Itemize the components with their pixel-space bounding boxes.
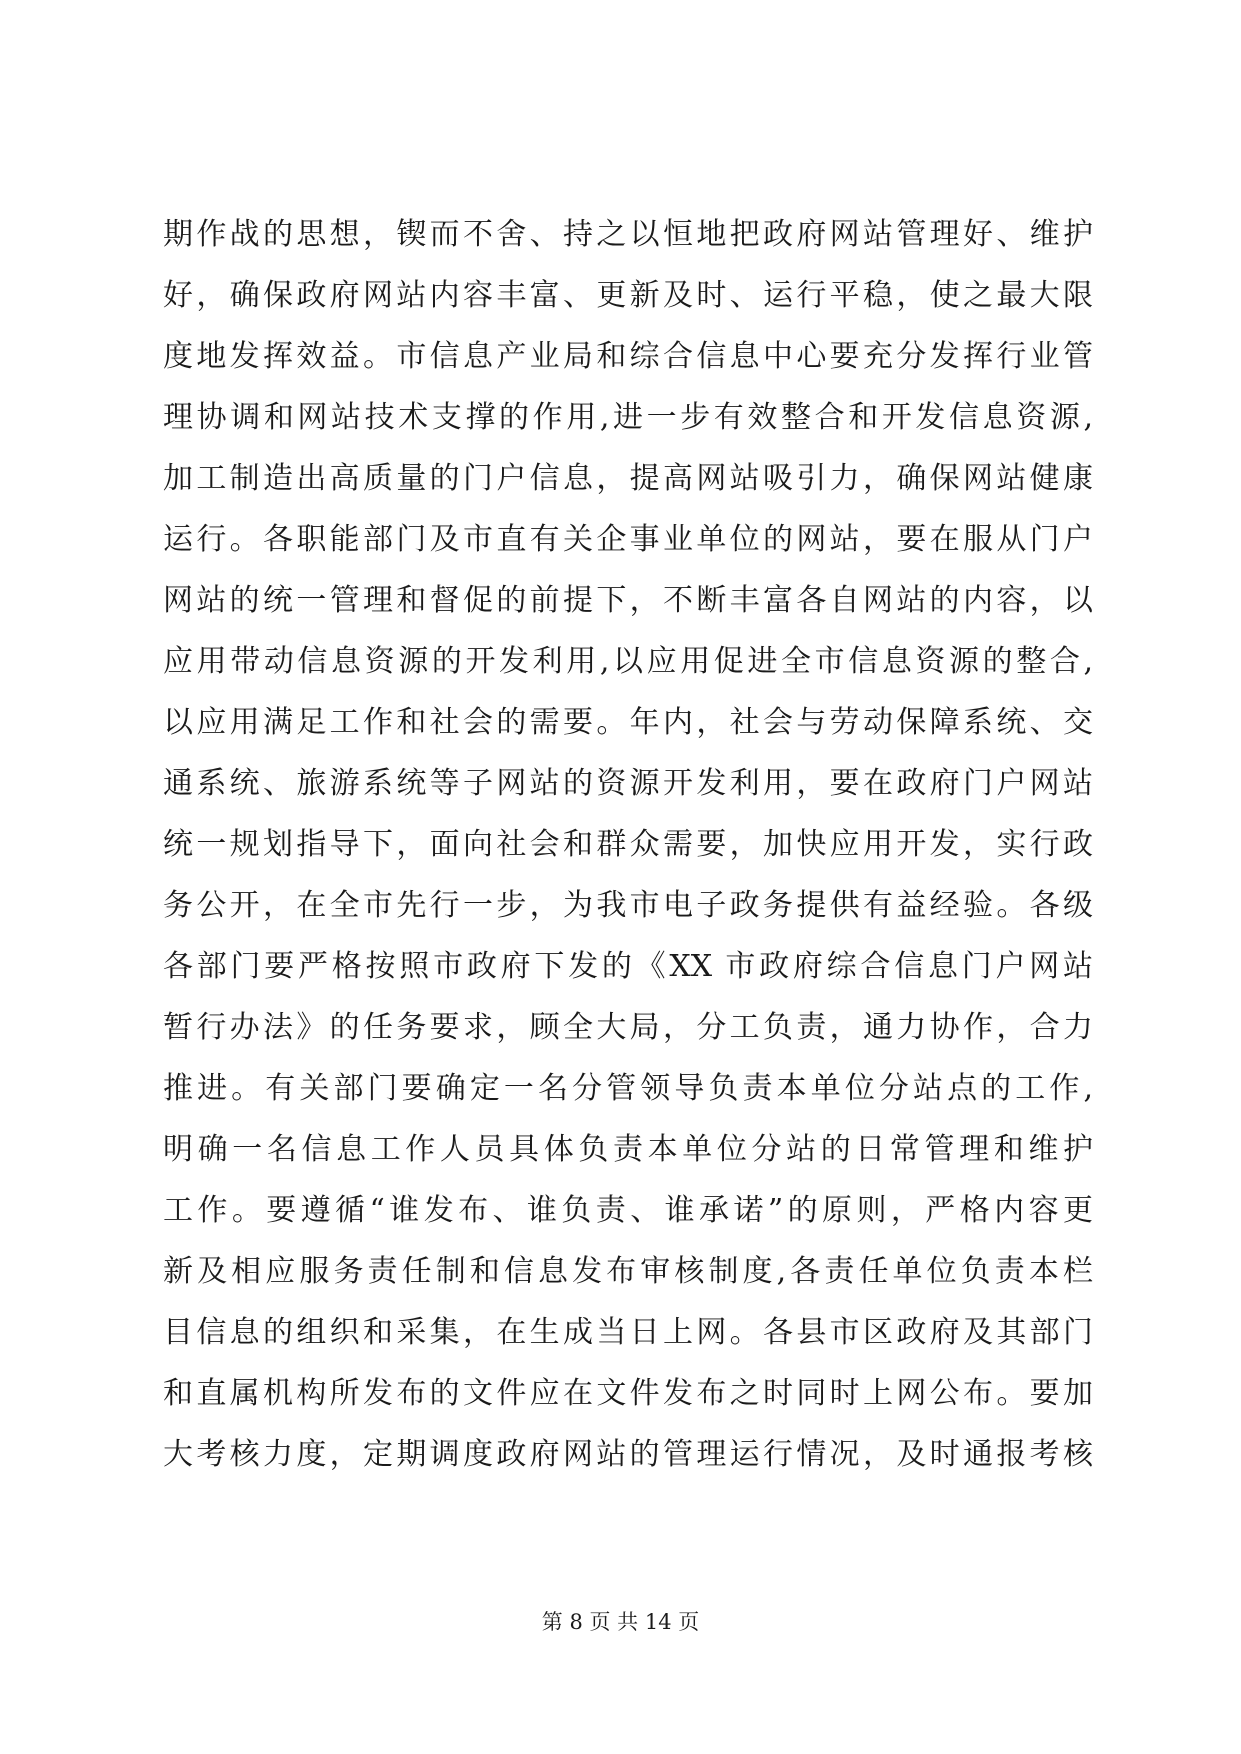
body-line-9: 以应用满足工作和社会的需要。年内，社会与劳动保障系统、交 bbox=[163, 705, 1093, 740]
body-line-3: 度地发挥效益。市信息产业局和综合信息中心要充分发挥行业管 bbox=[163, 339, 1093, 374]
body-line-2: 好，确保政府网站内容丰富、更新及时、运行平稳，使之最大限 bbox=[163, 278, 1093, 313]
body-line-5: 加工制造出高质量的门户信息，提高网站吸引力，确保网站健康 bbox=[163, 461, 1093, 496]
body-line-13: 各部门要严格按照市政府下发的《XX 市政府综合信息门户网站 bbox=[163, 949, 1093, 984]
page-number-footer: 第 8 页 共 14 页 bbox=[541, 1610, 700, 1634]
body-line-4: 理协调和网站技术支撑的作用,进一步有效整合和开发信息资源, bbox=[163, 400, 1093, 435]
body-line-8: 应用带动信息资源的开发利用,以应用促进全市信息资源的整合, bbox=[163, 644, 1093, 679]
body-line-1: 期作战的思想，锲而不舍、持之以恒地把政府网站管理好、维护 bbox=[163, 217, 1093, 252]
body-line-15: 推进。有关部门要确定一名分管领导负责本单位分站点的工作, bbox=[163, 1071, 1093, 1106]
body-line-21: 大考核力度，定期调度政府网站的管理运行情况，及时通报考核 bbox=[163, 1437, 1093, 1472]
body-line-14: 暂行办法》的任务要求，顾全大局，分工负责，通力协作，合力 bbox=[163, 1010, 1093, 1045]
body-line-6: 运行。各职能部门及市直有关企事业单位的网站，要在服从门户 bbox=[163, 522, 1093, 557]
document-body bbox=[163, 204, 1093, 1485]
body-line-7: 网站的统一管理和督促的前提下，不断丰富各自网站的内容，以 bbox=[163, 583, 1093, 618]
body-line-17: 工作。要遵循“谁发布、谁负责、谁承诺”的原则，严格内容更 bbox=[163, 1193, 1093, 1228]
body-line-20: 和直属机构所发布的文件应在文件发布之时同时上网公布。要加 bbox=[163, 1376, 1093, 1411]
body-line-10: 通系统、旅游系统等子网站的资源开发利用，要在政府门户网站 bbox=[163, 766, 1093, 801]
body-line-16: 明确一名信息工作人员具体负责本单位分站的日常管理和维护 bbox=[163, 1132, 1093, 1167]
body-line-11: 统一规划指导下，面向社会和群众需要，加快应用开发，实行政 bbox=[163, 827, 1093, 862]
body-line-18: 新及相应服务责任制和信息发布审核制度,各责任单位负责本栏 bbox=[163, 1254, 1093, 1289]
body-line-12: 务公开，在全市先行一步，为我市电子政务提供有益经验。各级 bbox=[163, 888, 1093, 923]
body-line-19: 目信息的组织和采集，在生成当日上网。各县市区政府及其部门 bbox=[163, 1315, 1093, 1350]
